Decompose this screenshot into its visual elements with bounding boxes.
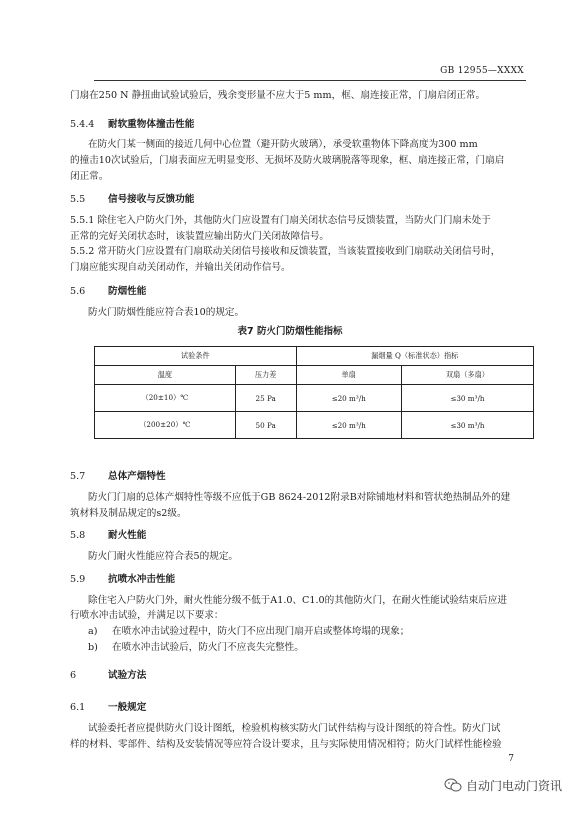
section-heading xyxy=(70,699,146,713)
cell: 25 Pa xyxy=(235,385,296,412)
head-test-condition: 试验条件 xyxy=(95,347,297,366)
paragraph-line: 5.5.1 除住宅入户防火门外，其他防火门应设置有门扇关闭状态信号反馈装置，当防火门门扇未处于 xyxy=(70,215,491,226)
paragraph-line: 闭正常。 xyxy=(70,171,109,182)
section-title: 耐软重物体撞击性能 xyxy=(108,119,195,130)
standard-code: GB 12955—XXXX xyxy=(440,66,524,76)
paragraph-line: 样的材料、零部件、结构及安装情况等应符合设计要求，且与实际使用情况相符；防火门试样性能检验 xyxy=(70,739,502,750)
header-rule xyxy=(94,80,526,81)
paragraph-line: 筑材料及制品规定的s2级。 xyxy=(70,508,187,519)
table-row xyxy=(95,385,534,412)
cell: ≤20 m³/h xyxy=(296,385,401,412)
section-title: 总体产烟特性 xyxy=(108,471,166,482)
cell: ≤20 m³/h xyxy=(296,412,401,439)
section-heading xyxy=(70,191,194,205)
paragraph-line: 正常的完好关闭状态时，该装置应输出防火门关闭故障信号。 xyxy=(70,231,330,242)
cell: ≤30 m³/h xyxy=(401,385,533,412)
head-double-leaf: 双扇（多扇） xyxy=(401,366,533,385)
table-caption: 表7 防火门防烟性能指标 xyxy=(237,326,343,337)
table-row xyxy=(95,412,534,439)
section-heading xyxy=(70,468,166,482)
section-number: 5.6 xyxy=(70,286,86,297)
smoke-leakage-table xyxy=(94,346,534,439)
section-title: 抗喷水冲击性能 xyxy=(108,574,176,585)
list-item xyxy=(88,640,304,656)
cell: 50 Pa xyxy=(235,412,296,439)
section-heading xyxy=(70,116,194,130)
paragraph-line: 门扇在250 N 静扭曲试验试验后，残余变形量不应大于5 mm，框、扇连接正常，门扇启闭正常。 xyxy=(70,90,486,101)
section-number: 5.7 xyxy=(70,471,86,482)
page-number: 7 xyxy=(508,754,514,764)
list-marker: a) xyxy=(88,626,98,637)
list-text: 在喷水冲击试验后，防火门不应丧失完整性。 xyxy=(112,642,304,653)
paragraph-line: 防火门门扇的总体产烟特性等级不应低于GB 8624-2012附录B对除铺地材料和管状绝热制品外的建 xyxy=(88,492,511,503)
head-temperature: 温度 xyxy=(95,366,236,385)
head-leakage: 漏烟量 Q（标准状态）指标 xyxy=(296,347,533,366)
paragraph-line: 的撞击10次试验后，门扇表面应无明显变形、无损坏及防火玻璃脱落等现象，框、扇连接正常，门扇启 xyxy=(70,155,505,166)
watermark-text: 自动门电动门资讯 xyxy=(465,779,562,793)
paragraph-line: 在防火门某一侧面的接近几何中心位置（避开防火玻璃），承受软重物体下降高度为300 mm xyxy=(88,139,478,150)
paragraph-line: 行喷水冲击试验，并满足以下要求： xyxy=(70,610,224,621)
section-heading xyxy=(70,283,146,297)
section-title: 试验方法 xyxy=(108,670,147,681)
head-single-leaf: 单扇 xyxy=(296,366,401,385)
list-marker: b) xyxy=(88,642,98,653)
table-head-row-1 xyxy=(95,347,534,366)
table-head-row-2 xyxy=(95,366,534,385)
section-number: 5.8 xyxy=(70,530,86,541)
section-number: 5.9 xyxy=(70,574,86,585)
section-heading xyxy=(70,527,146,541)
section-number: 5.5 xyxy=(70,194,86,205)
section-number: 5.4.4 xyxy=(70,119,95,130)
paragraph-line: 门扇应能实现自动关闭动作，并输出关闭动作信号。 xyxy=(70,262,291,273)
cell: （20±10）℃ xyxy=(95,385,236,412)
paragraph-line: 除住宅入户防火门外，耐火性能分级不低于A1.0、C1.0的其他防火门，在耐火性能试验结束后应进 xyxy=(88,595,507,606)
wechat-icon xyxy=(444,778,462,792)
section-title: 耐火性能 xyxy=(108,530,147,541)
section-heading xyxy=(70,667,146,681)
cell: （200±20）℃ xyxy=(95,412,236,439)
section-heading xyxy=(70,571,175,585)
cell: ≤30 m³/h xyxy=(401,412,533,439)
section-number: 6 xyxy=(70,670,77,681)
paragraph-line: 5.5.2 常开防火门应设置有门扇联动关闭信号接收和反馈装置，当该装置接收到门扇联动关闭信号时， xyxy=(70,246,501,257)
section-title: 信号接收与反馈功能 xyxy=(108,194,195,205)
list-text: 在喷水冲击试验过程中，防火门不应出现门扇开启或整体垮塌的现象； xyxy=(112,626,410,637)
paragraph-line: 试验委托者应提供防火门设计图纸，检验机构核实防火门试件结构与设计图纸的符合性。防火门试 xyxy=(88,723,501,734)
section-number: 6.1 xyxy=(70,702,86,713)
watermark xyxy=(444,777,562,794)
section-title: 一般规定 xyxy=(108,702,147,713)
section-title: 防烟性能 xyxy=(108,286,147,297)
head-pressure: 压力差 xyxy=(235,366,296,385)
list-item xyxy=(88,624,409,640)
paragraph-line: 防火门耐火性能应符合表5的规定。 xyxy=(88,551,239,562)
paragraph-line: 防火门防烟性能应符合表10的规定。 xyxy=(88,307,245,318)
